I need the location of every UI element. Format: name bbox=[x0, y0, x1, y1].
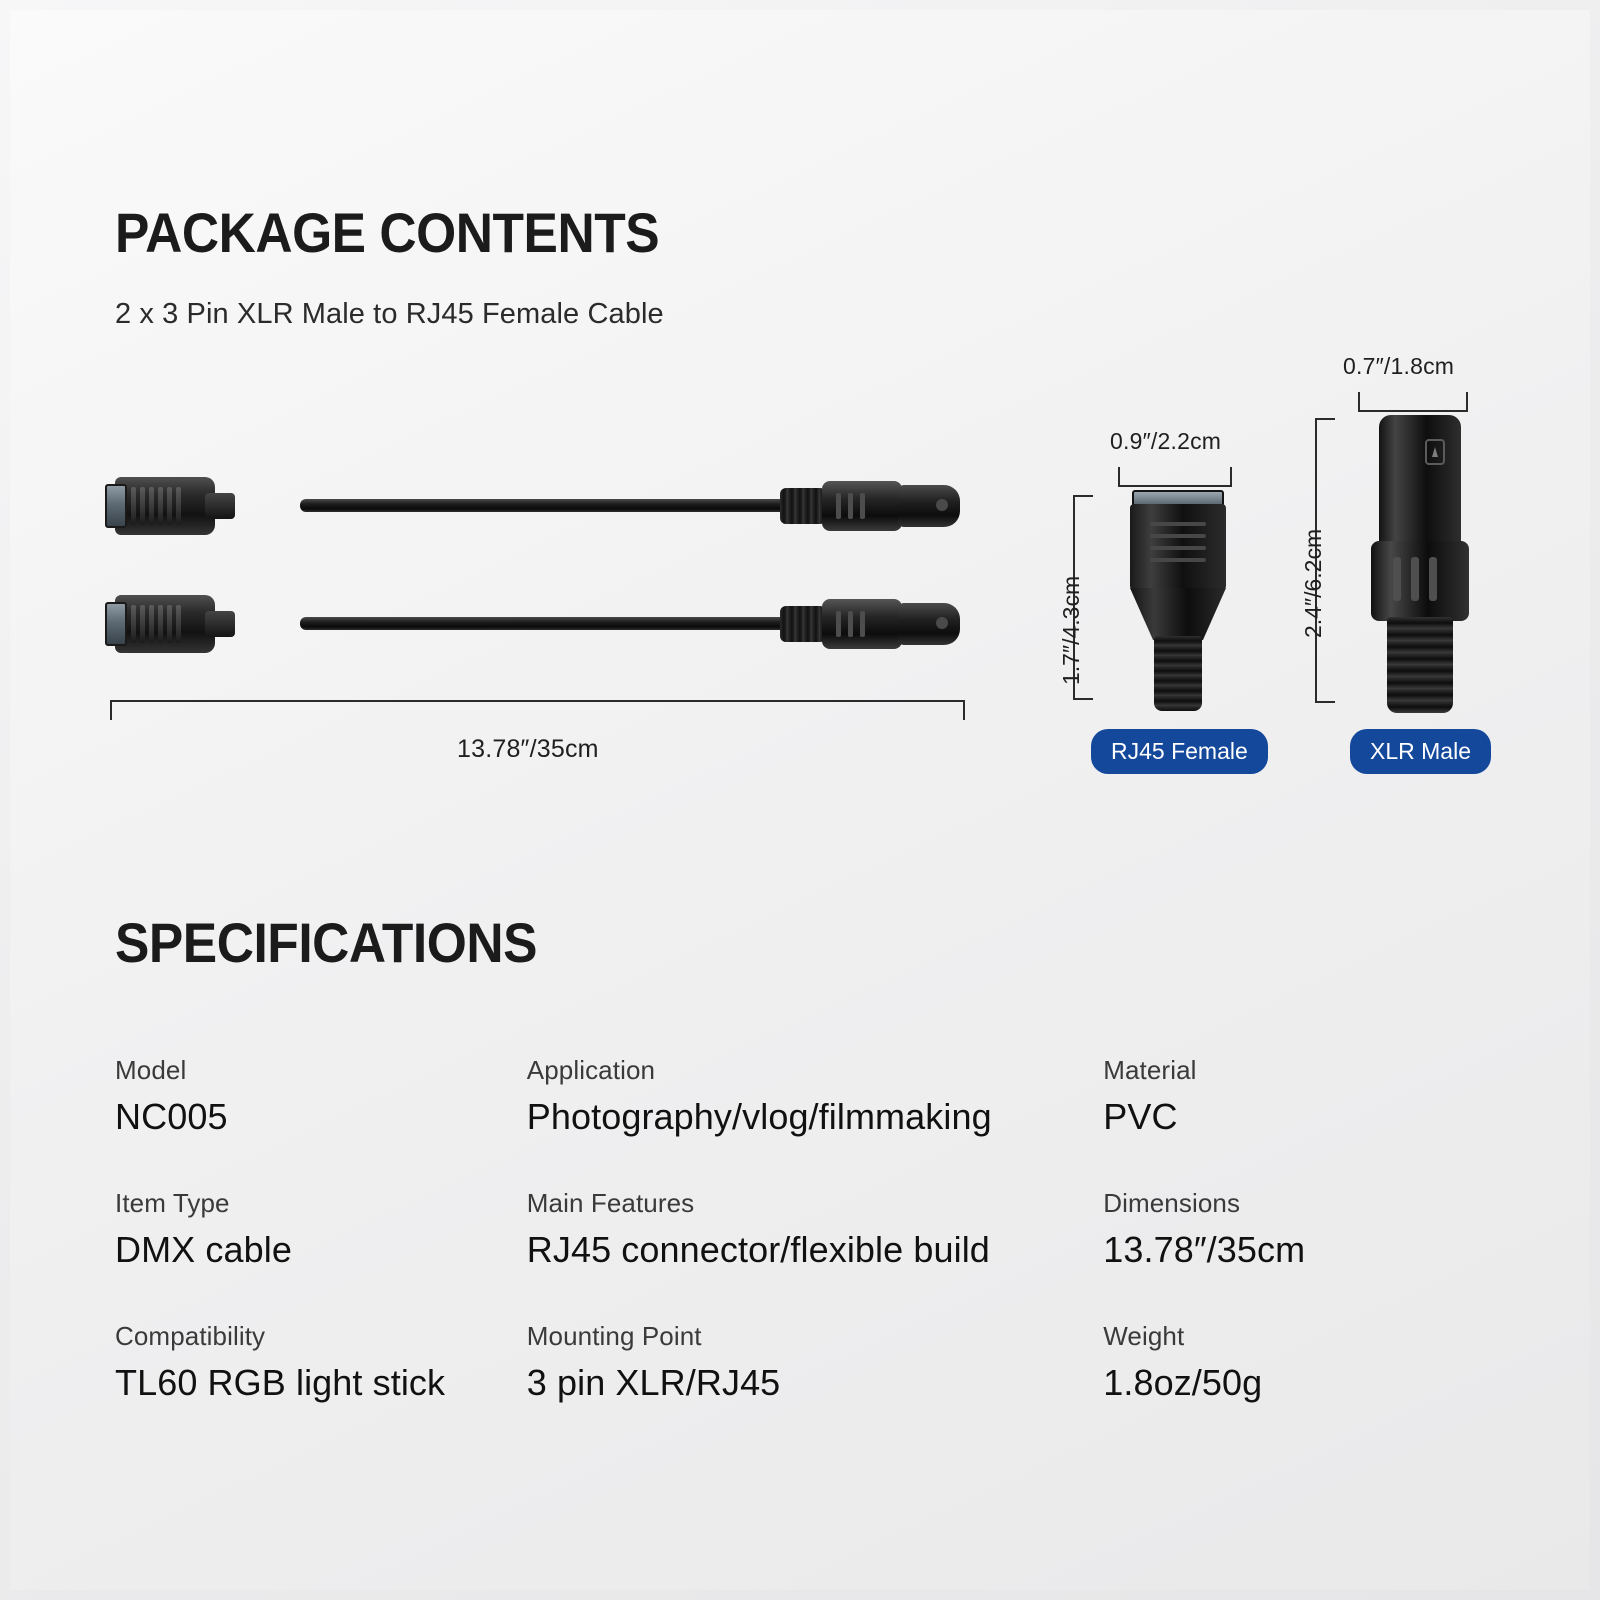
spec-value: RJ45 connector/flexible build bbox=[526, 1229, 990, 1270]
spec-value: 1.8oz/50g bbox=[1103, 1362, 1263, 1403]
spec-value: PVC bbox=[1103, 1096, 1178, 1137]
spec-item-application bbox=[527, 1055, 1103, 1138]
xlr-strain-relief bbox=[780, 606, 826, 642]
xlr-male-detail-illustration bbox=[1365, 415, 1475, 715]
rj45-boot bbox=[1154, 636, 1202, 711]
spec-row bbox=[115, 1055, 1515, 1138]
xlr-detail-barrel bbox=[1371, 541, 1469, 621]
rj45-body bbox=[1130, 504, 1226, 590]
page-frame bbox=[10, 10, 1590, 1590]
specifications-grid bbox=[115, 1055, 1515, 1454]
spec-item-model bbox=[115, 1055, 527, 1138]
spec-item-dimensions bbox=[1103, 1188, 1515, 1271]
xlr-pin-housing bbox=[1425, 439, 1445, 465]
cable-length-label: 13.78″/35cm bbox=[457, 735, 599, 763]
rj45-width-bracket bbox=[1118, 465, 1232, 487]
xlr-strain-relief bbox=[780, 488, 826, 524]
rj45-port bbox=[105, 484, 127, 528]
spec-item-item-type bbox=[115, 1188, 527, 1271]
cable-illustration-2 bbox=[105, 583, 965, 663]
spec-label: Material bbox=[1103, 1055, 1197, 1085]
spec-label: Mounting Point bbox=[526, 1321, 702, 1351]
spec-label: Model bbox=[115, 1055, 187, 1085]
spec-value: 3 pin XLR/RJ45 bbox=[526, 1362, 781, 1403]
xlr-tip bbox=[898, 603, 960, 645]
spec-label: Application bbox=[526, 1055, 656, 1085]
rj45-taper bbox=[1130, 588, 1226, 640]
cable-illustration-1 bbox=[105, 465, 965, 545]
spec-label: Compatibility bbox=[115, 1321, 266, 1351]
spec-row bbox=[115, 1188, 1515, 1271]
spec-label: Weight bbox=[1103, 1321, 1185, 1351]
spec-row bbox=[115, 1321, 1515, 1404]
rj45-port bbox=[105, 602, 127, 646]
xlr-height-label: 2.4″/6.2cm bbox=[1300, 528, 1326, 638]
rj45-strain-relief bbox=[205, 611, 235, 637]
spec-label: Item Type bbox=[115, 1188, 230, 1218]
rj45-female-detail-illustration bbox=[1123, 490, 1233, 715]
rj45-female-connector bbox=[105, 595, 215, 653]
xlr-width-label: 0.7″/1.8cm bbox=[1343, 353, 1455, 379]
xlr-male-connector bbox=[780, 589, 965, 659]
rj45-strain-relief bbox=[205, 493, 235, 519]
package-contents-heading: PACKAGE CONTENTS bbox=[115, 201, 660, 264]
xlr-barrel bbox=[822, 599, 902, 649]
spec-item-compatibility bbox=[115, 1321, 527, 1404]
spec-item-weight bbox=[1103, 1321, 1515, 1404]
cable-length-bracket bbox=[110, 700, 965, 722]
spec-value: 13.78″/35cm bbox=[1103, 1229, 1306, 1270]
xlr-male-pill-label: XLR Male bbox=[1350, 729, 1491, 774]
specifications-heading: SPECIFICATIONS bbox=[115, 911, 537, 974]
rj45-female-pill-label: RJ45 Female bbox=[1091, 729, 1268, 774]
rj45-grip-ribs bbox=[131, 605, 183, 643]
spec-value: TL60 RGB light stick bbox=[115, 1362, 446, 1403]
package-contents-subtitle: 2 x 3 Pin XLR Male to RJ45 Female Cable bbox=[115, 298, 664, 330]
spec-label: Main Features bbox=[526, 1188, 695, 1218]
xlr-width-bracket bbox=[1358, 390, 1468, 412]
rj45-female-connector bbox=[105, 477, 215, 535]
spec-value: NC005 bbox=[115, 1096, 228, 1137]
xlr-barrel bbox=[822, 481, 902, 531]
spec-value: DMX cable bbox=[115, 1229, 292, 1270]
spec-item-material bbox=[1103, 1055, 1515, 1138]
spec-label: Dimensions bbox=[1103, 1188, 1241, 1218]
rj45-grip-ribs bbox=[131, 487, 183, 525]
spec-item-mounting-point bbox=[527, 1321, 1103, 1404]
rj45-width-label: 0.9″/2.2cm bbox=[1110, 428, 1222, 454]
xlr-male-connector bbox=[780, 471, 965, 541]
spec-item-main-features bbox=[527, 1188, 1103, 1271]
xlr-detail-tip bbox=[1379, 415, 1461, 545]
xlr-detail-boot bbox=[1387, 617, 1453, 713]
xlr-tip bbox=[898, 485, 960, 527]
rj45-height-label: 1.7″/4.3cm bbox=[1058, 575, 1084, 685]
spec-value: Photography/vlog/filmmaking bbox=[526, 1096, 992, 1137]
cable-illustration-group bbox=[105, 465, 965, 775]
